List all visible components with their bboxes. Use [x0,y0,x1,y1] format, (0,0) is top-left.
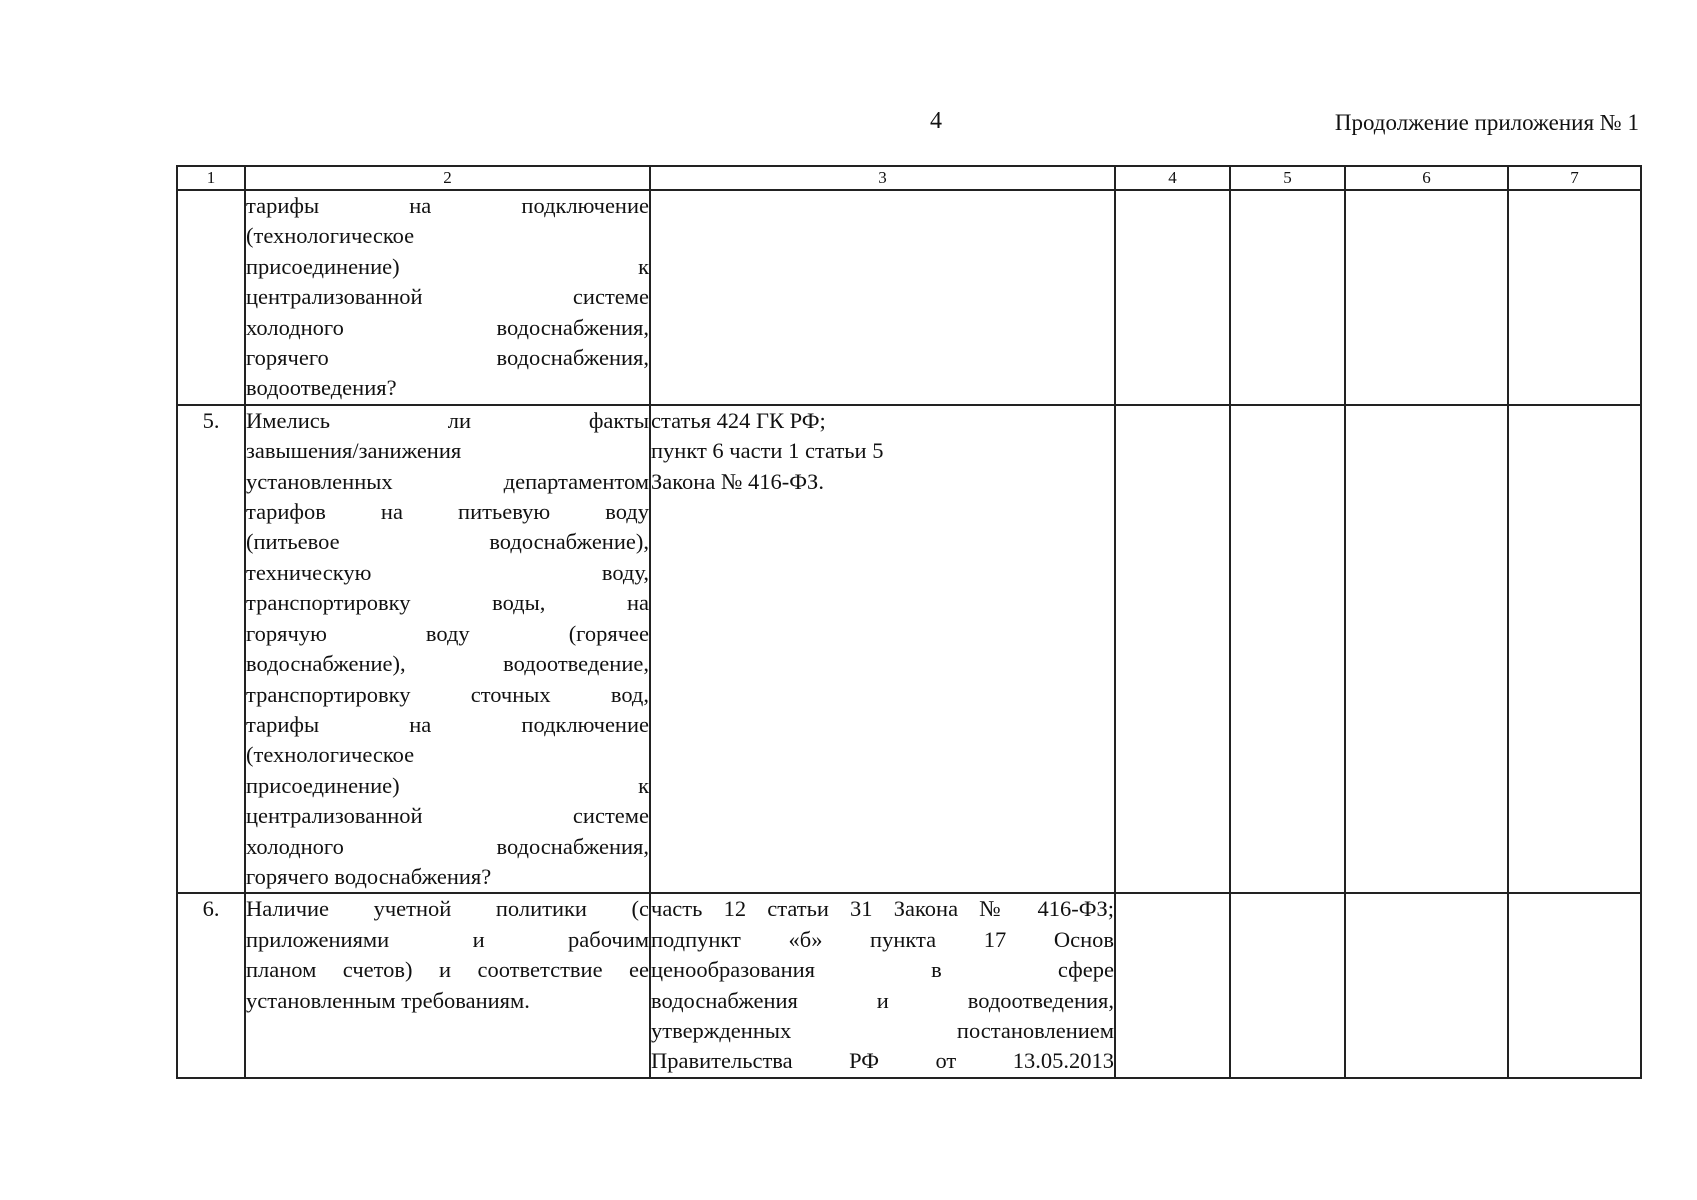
question-cell [245,190,650,405]
empty-cell-col-4 [1115,405,1230,894]
question-cell-line: холодного водоснабжения, [246,314,649,340]
question-cell-line: горячую воду (горячее [246,620,649,646]
legal-reference-cell-line: Закона № 416-ФЗ. [651,468,824,494]
empty-cell-col-7 [1508,190,1641,405]
question-cell-line: горячего водоснабжения, [246,345,649,371]
empty-cell-col-5 [1230,405,1345,894]
question-cell-line: тарифы на подключение [246,193,649,218]
column-header-4: 4 [1115,166,1230,190]
empty-cell-col-6 [1345,190,1508,405]
question-cell-line: (технологическое [246,742,415,768]
question-cell-line: установленным требованиям. [246,987,530,1013]
appendix-continuation-label: Продолжение приложения № 1 [1334,110,1639,135]
row-number-cell [177,190,245,405]
legal-reference-cell-line: утвержденных постановлением [651,1017,1114,1043]
question-cell-line: тарифов на питьевую воду [246,499,649,525]
empty-cell-col-4 [1115,190,1230,405]
question-cell-line: централизованной системе [246,803,649,829]
empty-cell-col-5 [1230,893,1345,1077]
legal-reference-cell-line: Правительства РФ от 13.05.2013 [651,1048,1114,1074]
legal-reference-cell [650,893,1115,1077]
question-cell-line: присоединение) к [246,772,649,798]
column-number-header-row [177,166,1641,190]
legal-reference-cell [650,405,1115,894]
question-cell [245,405,650,894]
table-row [177,190,1641,405]
empty-cell-col-6 [1345,405,1508,894]
page-number: 4 [930,108,942,134]
question-cell-line: установленных департаментом [246,468,649,494]
question-cell-line: централизованной системе [246,284,649,310]
question-cell-line: Имелись ли факты [246,407,649,433]
empty-cell-col-5 [1230,190,1345,405]
question-cell-line: завышения/занижения [246,438,462,464]
column-header-2: 2 [245,166,650,190]
question-cell-line: (технологическое [246,223,415,249]
question-cell-line: транспортировку воды, на [246,590,649,616]
row-number-cell: 5. [177,405,245,894]
column-header-3: 3 [650,166,1115,190]
question-cell-line: техническую воду, [246,559,649,585]
legal-reference-cell-line: ценообразования в сфере [651,957,1114,983]
column-header-7: 7 [1508,166,1641,190]
legal-reference-cell-line: статья 424 ГК РФ; [651,407,826,433]
row-number-cell: 6. [177,893,245,1077]
empty-cell-col-7 [1508,893,1641,1077]
column-header-1: 1 [177,166,245,190]
legal-reference-cell-line: водоснабжения и водоотведения, [651,987,1114,1013]
legal-reference-cell [650,190,1115,405]
question-cell-line: тарифы на подключение [246,711,649,737]
question-cell [245,893,650,1077]
question-cell-line: присоединение) к [246,253,649,279]
legal-reference-cell-line: часть 12 статьи 31 Закона № 416-ФЗ; [651,896,1114,922]
question-cell-line: транспортировку сточных вод, [246,681,649,707]
table-row [177,405,1641,894]
table-row [177,893,1641,1077]
empty-cell-col-6 [1345,893,1508,1077]
question-cell-line: водоотведения? [246,375,397,401]
column-header-6: 6 [1345,166,1508,190]
column-header-5: 5 [1230,166,1345,190]
empty-cell-col-7 [1508,405,1641,894]
question-cell-line: Наличие учетной политики (с [246,896,649,922]
question-cell-line: (питьевое водоснабжение), [246,529,649,555]
question-cell-line: приложениями и рабочим [246,926,649,952]
question-cell-line: холодного водоснабжения, [246,833,649,859]
question-cell-line: горячего водоснабжения? [246,863,492,889]
inspection-checklist-table [176,165,1642,1079]
legal-reference-cell-line: подпункт «б» пункта 17 Основ [651,926,1114,952]
question-cell-line: водоснабжение), водоотведение, [246,651,649,677]
empty-cell-col-4 [1115,893,1230,1077]
legal-reference-cell-line: пункт 6 части 1 статьи 5 [651,438,884,464]
question-cell-line: планом счетов) и соответствие ее [246,957,649,983]
